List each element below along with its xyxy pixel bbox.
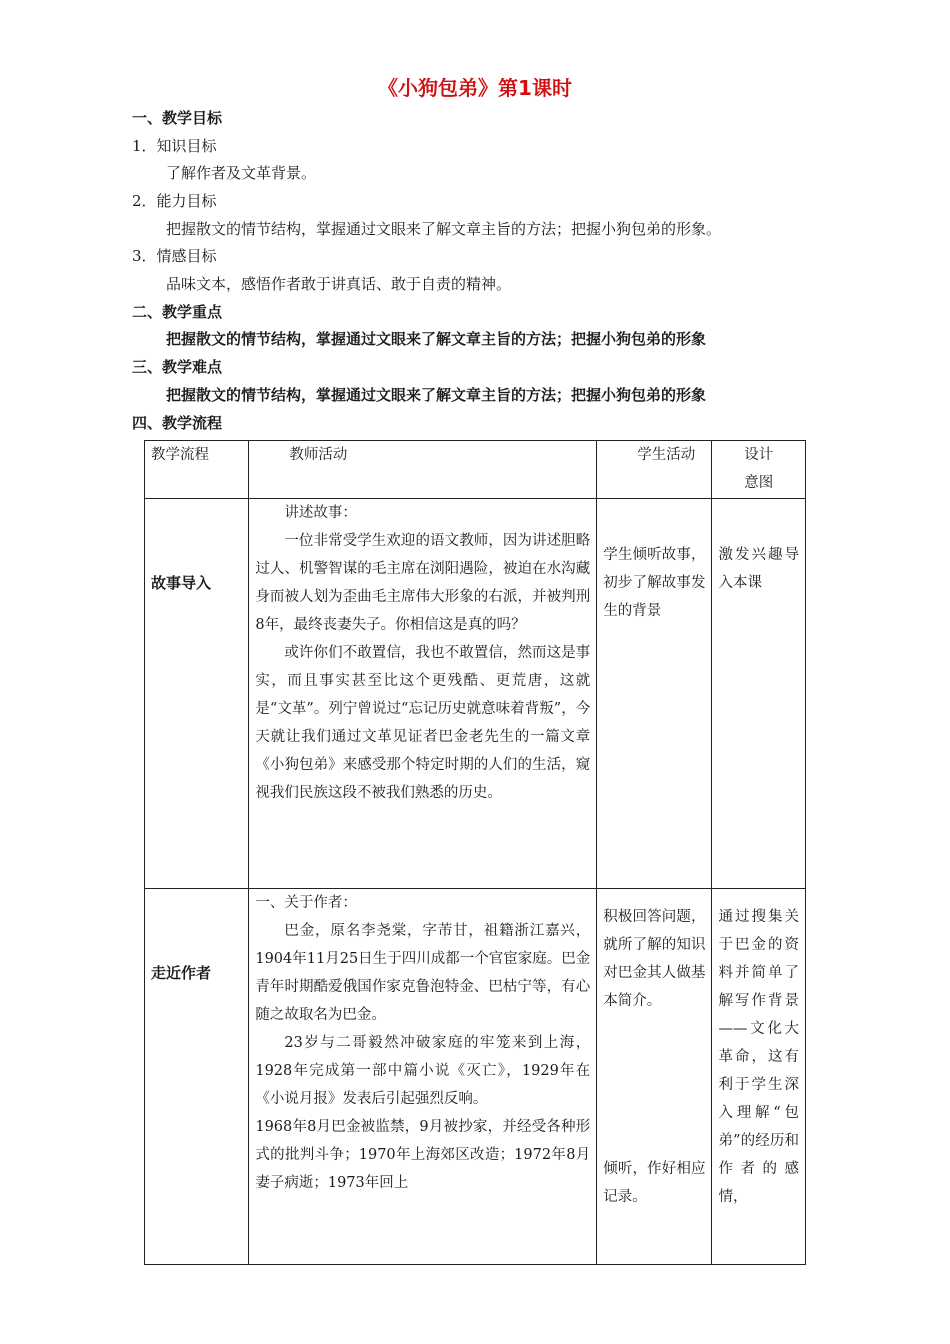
teacher-paragraph: 或许你们不敢置信，我也不敢置信，然而这是事实，而且事实甚至比这个更残酷、更荒唐，这就是“文革”。列宁曾说过“忘记历史就意味着背叛”，今天就让我们通过文革见证者巴金老先生的一篇文章《小狗包弟》来感受那个特定时期的人们的生活，窥视我们民族这段不被我们熟悉的历史。 bbox=[255, 645, 591, 801]
table-header-row bbox=[145, 441, 806, 499]
teacher-paragraph: 23岁与二哥毅然冲破家庭的牢笼来到上海，1928年完成第一部中篇小说《灭亡》，1929年在《小说月报》发表后引起强烈反响。 bbox=[255, 1035, 591, 1107]
student-activity-cell bbox=[597, 889, 712, 1265]
design-intent-cell bbox=[712, 889, 806, 1265]
objective-knowledge-text: 了解作者及文革背景。 bbox=[166, 164, 317, 182]
design-intent-cell bbox=[712, 499, 806, 889]
table-row bbox=[145, 889, 806, 1265]
header-teacher-activity: 教师活动 bbox=[249, 441, 597, 499]
teacher-paragraph: 一位非常受学生欢迎的语文教师，因为讲述胆略过人、机警智谋的毛主席在浏阳遇险，被迫在水沟藏身而被人划为歪曲毛主席伟大形象的右派，并被判刑8年，最终丧妻失子。你相信这是真的吗？ bbox=[255, 533, 591, 633]
teacher-paragraph: 一、关于作者： bbox=[255, 895, 357, 911]
section-heading-key-points: 二、教学重点 bbox=[132, 303, 223, 321]
teaching-flow-table bbox=[144, 440, 806, 1265]
objective-ability-text: 把握散文的情节结构，掌握通过文眼来了解文章主旨的方法；把握小狗包弟的形象。 bbox=[166, 220, 722, 238]
stage-label: 故事导入 bbox=[151, 574, 212, 592]
objective-emotion-label: 3．情感目标 bbox=[132, 247, 217, 265]
teacher-paragraph: 讲述故事： bbox=[284, 505, 357, 521]
student-activity-cell bbox=[597, 499, 712, 889]
difficulties-text: 把握散文的情节结构，掌握通过文眼来了解文章主旨的方法；把握小狗包弟的形象 bbox=[166, 386, 707, 404]
intent-text: 通过搜集关于巴金的资料并简单了解写作背景——文化大革命，这有利于学生深入理解“包弟”的经历和作者的感情， bbox=[718, 909, 799, 1205]
student-text: 倾听，作好相应记录。 bbox=[603, 1161, 706, 1205]
header-design-intent-line2: 意图 bbox=[744, 475, 774, 491]
intent-text: 激发兴趣导入本课 bbox=[718, 547, 799, 591]
stage-cell bbox=[145, 889, 249, 1265]
page-title: 《小狗包弟》第1课时 bbox=[378, 76, 572, 100]
teacher-paragraph: 1968年8月巴金被监禁，9月被抄家，并经受各种形式的批判斗争；1970年上海郊区改造；1972年8月妻子病逝；1973年回上 bbox=[255, 1119, 591, 1191]
header-design-intent bbox=[712, 441, 806, 499]
key-points-text: 把握散文的情节结构，掌握通过文眼来了解文章主旨的方法；把握小狗包弟的形象 bbox=[166, 330, 707, 348]
header-stage: 教学流程 bbox=[145, 441, 249, 499]
stage-cell bbox=[145, 499, 249, 889]
section-heading-flow: 四、教学流程 bbox=[132, 414, 223, 432]
table-row bbox=[145, 499, 806, 889]
teacher-activity-cell bbox=[249, 499, 597, 889]
teacher-paragraph: 巴金，原名李尧棠，字芾甘，祖籍浙江嘉兴，1904年11月25日生于四川成都一个官宦家庭。巴金青年时期酷爱俄国作家克鲁泡特金、巴枯宁等，有心随之故取名为巴金。 bbox=[255, 923, 591, 1023]
header-student-activity: 学生活动 bbox=[597, 441, 712, 499]
objective-ability-label: 2．能力目标 bbox=[132, 192, 217, 210]
objective-emotion-text: 品味文本，感悟作者敢于讲真话、敢于自责的精神。 bbox=[166, 275, 512, 293]
student-text: 积极回答问题，就所了解的知识对巴金其人做基本简介。 bbox=[603, 909, 706, 1009]
header-design-intent-line1: 设计 bbox=[744, 447, 774, 463]
objective-knowledge-label: 1．知识目标 bbox=[132, 137, 217, 155]
teacher-activity-cell bbox=[249, 889, 597, 1265]
section-heading-difficulties: 三、教学难点 bbox=[132, 358, 223, 376]
section-heading-objectives: 一、教学目标 bbox=[132, 109, 223, 127]
stage-label: 走近作者 bbox=[151, 964, 212, 982]
student-text: 学生倾听故事，初步了解故事发生的背景 bbox=[603, 547, 706, 619]
